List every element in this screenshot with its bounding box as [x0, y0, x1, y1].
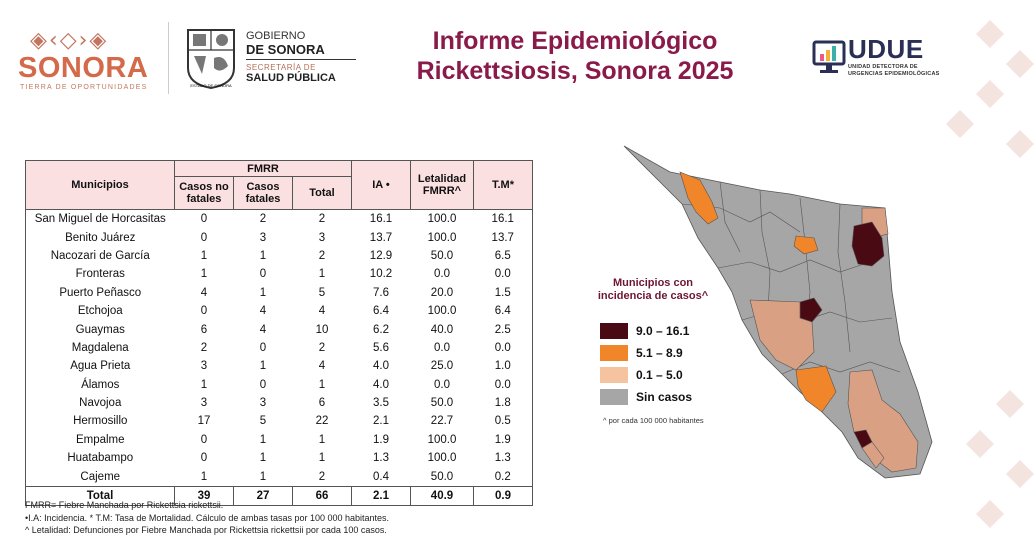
letalidad-cell: 50.0: [430, 470, 454, 483]
letalidad-cell: 100.0: [427, 305, 457, 318]
ia-cell: 2.1: [373, 415, 389, 428]
total-cell: 2: [318, 470, 326, 483]
ia-cell: 6.4: [373, 305, 389, 318]
total-ia: 2.1: [352, 486, 411, 505]
col-header-no-fatales: Casos no fatales: [175, 177, 234, 210]
sonora-incidence-map: [600, 142, 960, 482]
footnote-1: FMRR= Fiebre Manchada por Rickettsia rickettsii.: [25, 500, 224, 510]
sonora-logo-marks-icon: ◈‹◇›◈: [30, 28, 109, 53]
fatales-cell: 1: [259, 360, 267, 373]
letalidad-cell: 100.0: [427, 231, 457, 244]
col-header-tm: T.M*: [474, 161, 533, 210]
col-header-fmrr: FMRR: [175, 161, 352, 177]
total-no-fatales: 39: [175, 486, 234, 505]
footnote-3: ^ Letalidad: Defunciones por Fiebre Manchada por Rickettsia rickettsii por cada 100 casos.: [25, 525, 387, 535]
table-row: [26, 449, 533, 467]
municipio-cell: Empalme: [26, 431, 175, 449]
total-cell: 1: [318, 452, 326, 465]
no-fatales-cell: 0: [200, 452, 208, 465]
municipio-cell: Puerto Peñasco: [26, 284, 175, 302]
shield-caption: ESTADO DE SONORA: [190, 83, 232, 88]
letalidad-cell: 25.0: [430, 360, 454, 373]
tm-cell: 6.4: [474, 302, 533, 320]
table-row: [26, 284, 533, 302]
tm-cell: 0.0: [474, 339, 533, 357]
total-label: Total: [26, 486, 175, 505]
col-header-municipios: Municipios: [26, 161, 175, 210]
total-cell: 4: [318, 305, 326, 318]
no-fatales-cell: 3: [200, 397, 208, 410]
letalidad-cell: 50.0: [430, 249, 454, 262]
letalidad-cell: 0.0: [434, 378, 450, 391]
tm-cell: 1.5: [474, 284, 533, 302]
legend: [600, 320, 692, 408]
gob-line-4: SALUD PÚBLICA: [246, 72, 336, 84]
table-row: [26, 247, 533, 265]
municipio-cell: Hermosillo: [26, 412, 175, 430]
legend-swatch: [600, 389, 628, 405]
tm-cell: 0.0: [474, 265, 533, 283]
table-row: [26, 357, 533, 375]
total-cell: 2: [318, 213, 326, 226]
total-cell: 4: [318, 360, 326, 373]
fatales-cell: 4: [259, 323, 267, 336]
fatales-cell: 1: [259, 249, 267, 262]
gob-line-1: GOBIERNO: [246, 30, 306, 42]
total-casos: 66: [293, 486, 352, 505]
state-shield-icon: [184, 26, 238, 90]
total-fatales: 27: [234, 486, 293, 505]
letalidad-cell: 100.0: [427, 433, 457, 446]
table-row: [26, 265, 533, 283]
report-title-line-1: Informe Epidemiológico: [432, 27, 718, 55]
no-fatales-cell: 1: [200, 470, 208, 483]
tm-cell: 6.5: [474, 247, 533, 265]
ia-cell: 4.0: [373, 360, 389, 373]
udue-sub-1: UNIDAD DETECTORA DE: [848, 64, 918, 70]
gob-line-3: SECRETARÍA DE: [246, 63, 316, 72]
letalidad-cell: 50.0: [430, 397, 454, 410]
col-header-total: Total: [293, 177, 352, 210]
total-letalidad: 40.9: [411, 486, 474, 505]
fatales-cell: 1: [259, 452, 267, 465]
table-row: [26, 431, 533, 449]
total-cell: 6: [318, 397, 326, 410]
tm-cell: 16.1: [474, 210, 533, 229]
table-row: [26, 376, 533, 394]
municipio-cell: Nacozari de García: [26, 247, 175, 265]
no-fatales-cell: 2: [200, 341, 208, 354]
legend-note: ^ por cada 100 000 habitantes: [603, 416, 704, 425]
fatales-cell: 3: [259, 231, 267, 244]
municipio-cell: San Miguel de Horcasitas: [26, 210, 175, 229]
fatales-cell: 1: [259, 470, 267, 483]
legend-item: [600, 320, 692, 342]
ia-cell: 4.0: [373, 378, 389, 391]
tm-cell: 1.8: [474, 394, 533, 412]
municipio-cell: Álamos: [26, 376, 175, 394]
ia-cell: 1.9: [373, 433, 389, 446]
letalidad-cell: 40.0: [430, 323, 454, 336]
gob-line-2: DE SONORA: [246, 42, 356, 60]
udue-sub-2: URGENCIAS EPIDEMIOLÓGICAS: [848, 71, 940, 77]
table-row: [26, 339, 533, 357]
legend-swatch: [600, 367, 628, 383]
no-fatales-cell: 1: [200, 378, 208, 391]
letalidad-cell: 20.0: [430, 286, 454, 299]
total-cell: 10: [315, 323, 329, 336]
tm-cell: 1.3: [474, 449, 533, 467]
no-fatales-cell: 0: [200, 433, 208, 446]
total-cell: 2: [318, 249, 326, 262]
no-fatales-cell: 0: [200, 213, 208, 226]
table-row: [26, 320, 533, 338]
total-cell: 1: [318, 433, 326, 446]
total-cell: 3: [318, 231, 326, 244]
sonora-logo: [18, 24, 158, 94]
total-cell: 1: [318, 378, 326, 391]
municipio-cell: Navojoa: [26, 394, 175, 412]
header-divider: [168, 22, 169, 94]
ia-cell: 1.3: [373, 452, 389, 465]
legend-title: [578, 277, 728, 303]
fatales-cell: 3: [259, 397, 267, 410]
footnote-2: •I.A: Incidencia. * T.M: Tasa de Mortalidad. Cálculo de ambas tasas por 100 000 habitantes.: [25, 512, 390, 523]
ia-cell: 10.2: [369, 268, 393, 281]
municipio-cell: Guaymas: [26, 320, 175, 338]
ia-cell: 5.6: [373, 341, 389, 354]
ia-cell: 3.5: [373, 397, 389, 410]
total-tm: 0.9: [474, 486, 533, 505]
legend-item: [600, 386, 692, 408]
ia-cell: 12.9: [369, 249, 393, 262]
tm-cell: 2.5: [474, 320, 533, 338]
total-cell: 2: [318, 341, 326, 354]
footnotes: [25, 499, 389, 537]
municipio-cell: Huatabampo: [26, 449, 175, 467]
tm-cell: 0.2: [474, 467, 533, 486]
no-fatales-cell: 0: [200, 231, 208, 244]
col-header-ia: IA •: [352, 161, 411, 210]
gobierno-sonora-logo: [246, 30, 356, 84]
municipio-cell: Benito Juárez: [26, 228, 175, 246]
table-row: [26, 302, 533, 320]
letalidad-cell: 100.0: [427, 213, 457, 226]
no-fatales-cell: 0: [200, 305, 208, 318]
sonora-logo-word: SONORA: [18, 52, 149, 84]
legend-label: 0.1 – 5.0: [636, 368, 683, 382]
no-fatales-cell: 3: [200, 360, 208, 373]
udue-subtitle: [848, 64, 939, 78]
legend-title-line-2: incidencia de casos^: [597, 290, 709, 302]
legend-swatch: [600, 323, 628, 339]
tm-cell: 0.5: [474, 412, 533, 430]
no-fatales-cell: 17: [197, 415, 211, 428]
letalidad-cell: 0.0: [434, 341, 450, 354]
col-header-letalidad: Letalidad FMRR^: [411, 161, 474, 210]
no-fatales-cell: 6: [200, 323, 208, 336]
udue-word: UDUE: [848, 34, 924, 64]
municipio-cell: Cajeme: [26, 467, 175, 486]
fatales-cell: 0: [259, 341, 267, 354]
ia-cell: 6.2: [373, 323, 389, 336]
legend-item: [600, 342, 692, 364]
table-row: [26, 467, 533, 486]
report-title-line-2: Rickettsiosis, Sonora 2025: [416, 57, 734, 85]
sonora-logo-tagline: TIERRA DE OPORTUNIDADES: [20, 84, 148, 91]
ia-cell: 13.7: [369, 231, 393, 244]
municipio-cell: Magdalena: [26, 339, 175, 357]
fatales-cell: 0: [259, 268, 267, 281]
letalidad-cell: 0.0: [434, 268, 450, 281]
legend-swatch: [600, 345, 628, 361]
no-fatales-cell: 1: [200, 268, 208, 281]
table-row: [26, 412, 533, 430]
municipio-cell: Fronteras: [26, 265, 175, 283]
fatales-cell: 4: [259, 305, 267, 318]
legend-item: [600, 364, 692, 386]
total-cell: 5: [318, 286, 326, 299]
municipio-cell: Agua Prieta: [26, 357, 175, 375]
letalidad-cell: 100.0: [427, 452, 457, 465]
tm-cell: 1.0: [474, 357, 533, 375]
total-cell: 1: [318, 268, 326, 281]
legend-label: Sin casos: [636, 390, 693, 404]
tm-cell: 1.9: [474, 431, 533, 449]
table-row: [26, 394, 533, 412]
tm-cell: 13.7: [474, 228, 533, 246]
total-cell: 22: [315, 415, 329, 428]
no-fatales-cell: 1: [200, 249, 208, 262]
ia-cell: 16.1: [369, 213, 393, 226]
fatales-cell: 2: [259, 213, 267, 226]
legend-label: 5.1 – 8.9: [636, 346, 683, 360]
legend-label: 9.0 – 16.1: [636, 324, 690, 338]
letalidad-cell: 22.7: [430, 415, 454, 428]
legend-title-line-1: Municipios con: [612, 277, 694, 289]
fatales-cell: 0: [259, 378, 267, 391]
table-row: [26, 228, 533, 246]
municipio-cell: Etchojoa: [26, 302, 175, 320]
no-fatales-cell: 4: [200, 286, 208, 299]
col-header-fatales: Casos fatales: [234, 177, 293, 210]
ia-cell: 7.6: [373, 286, 389, 299]
udue-logo: [812, 34, 952, 84]
ia-cell: 0.4: [373, 470, 389, 483]
report-title: [360, 26, 790, 86]
udue-monitor-icon: [812, 36, 846, 76]
fatales-cell: 5: [259, 415, 267, 428]
fatales-cell: 1: [259, 286, 267, 299]
table-row: [26, 210, 533, 229]
fatales-cell: 1: [259, 433, 267, 446]
cases-table: [25, 160, 533, 506]
tm-cell: 0.0: [474, 376, 533, 394]
